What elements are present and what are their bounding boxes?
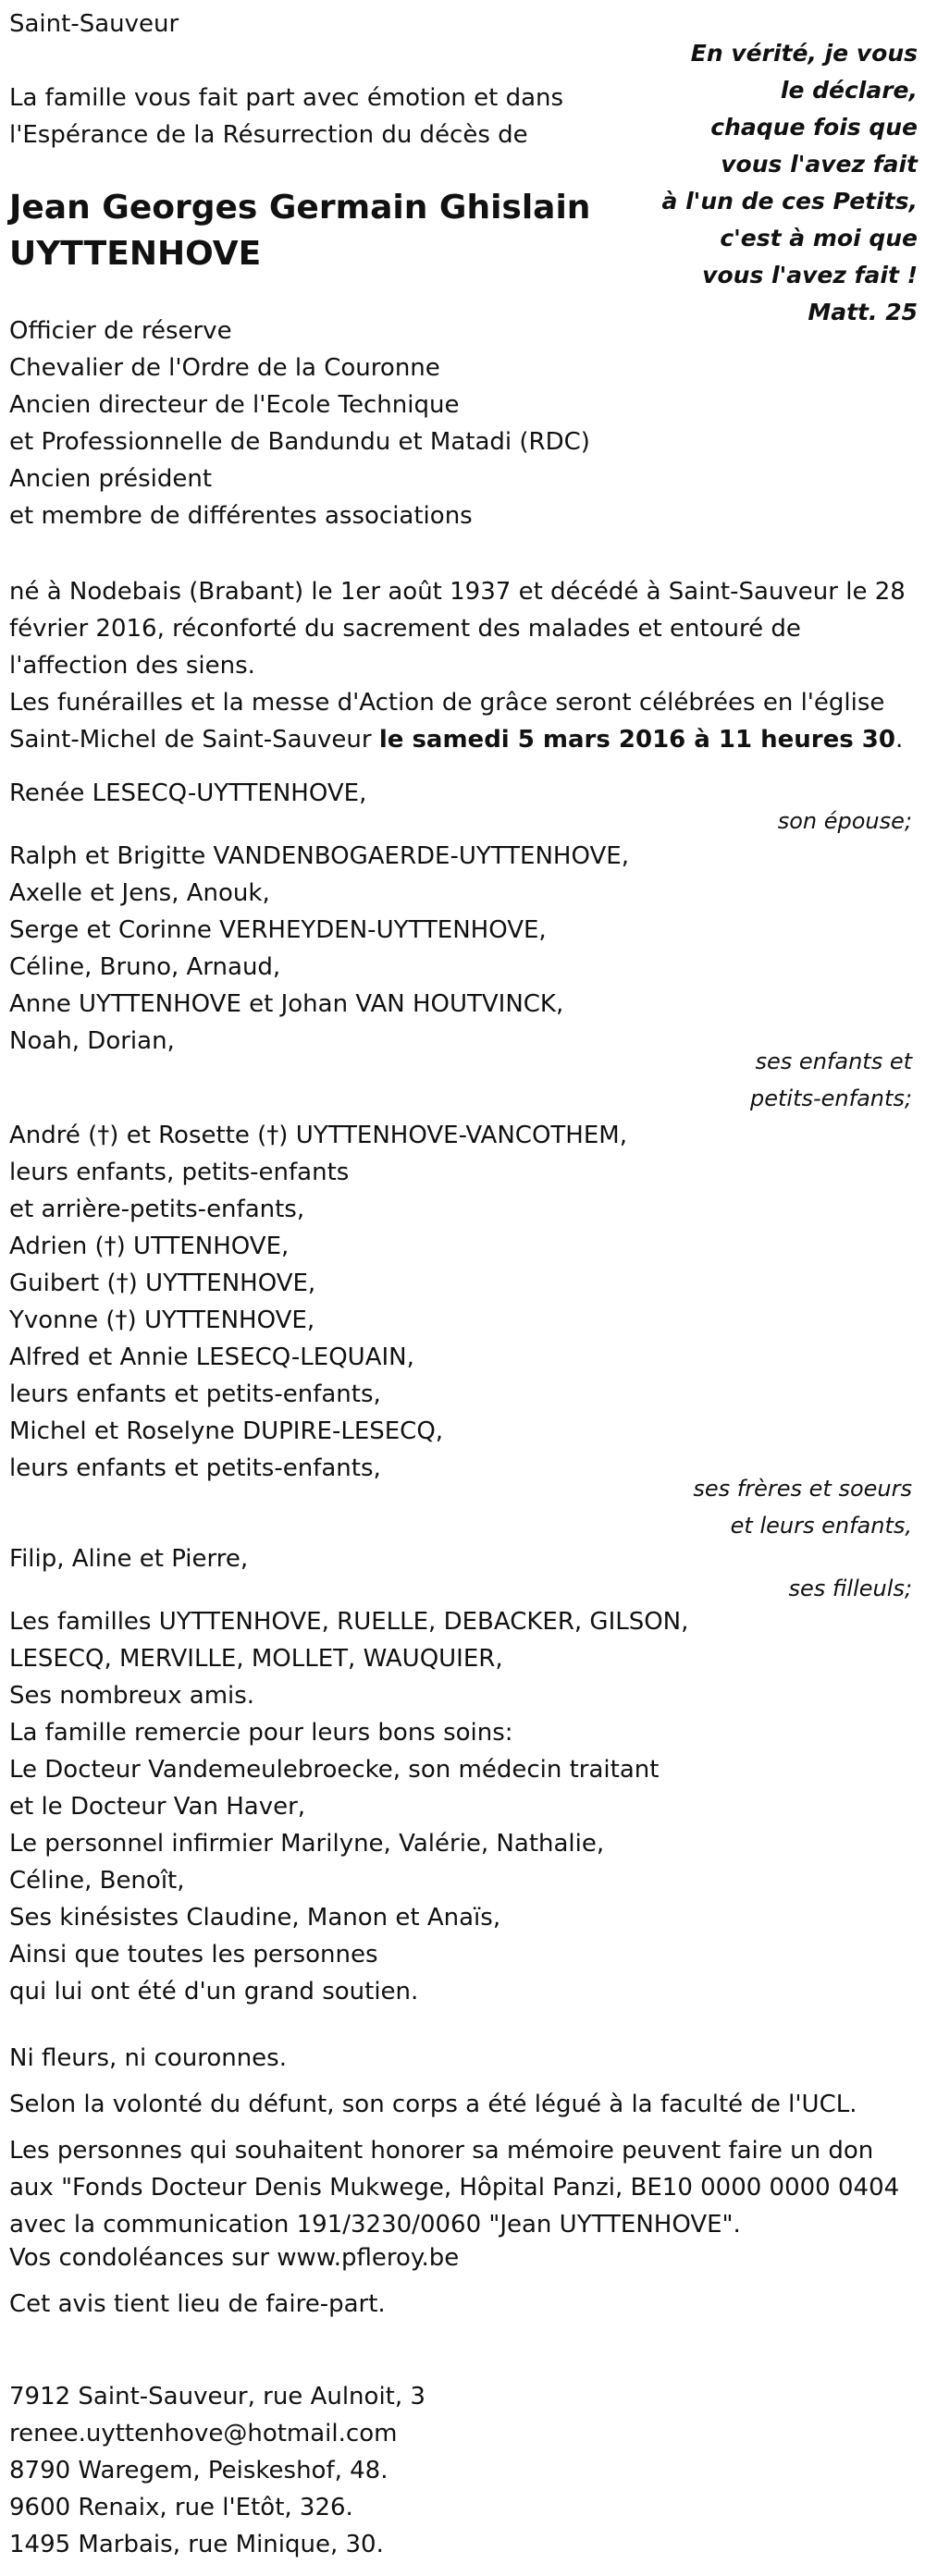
funeral-text xyxy=(9,684,911,758)
deceased-name: Jean Georges Germain Ghislain UYTTENHOVE xyxy=(9,189,591,273)
spouse-role: son épouse; xyxy=(777,808,912,834)
no-flowers: Ni fleurs, ni couronnes. xyxy=(9,2044,287,2072)
condolences-text: Vos condoléances sur www.pfleroy.be xyxy=(9,2244,460,2272)
funeral-text-end: . xyxy=(894,726,904,754)
godchildren-list: Filip, Aline et Pierre, xyxy=(9,1545,249,1573)
body-donation: Selon la volonté du défunt, son corps a été légué à la faculté de l'UCL. xyxy=(9,2091,857,2118)
funeral-date: le samedi 5 mars 2016 à 11 heures 30 xyxy=(378,726,895,754)
notice-text: Cet avis tient lieu de faire-part. xyxy=(9,2290,386,2318)
children-list: Ralph et Brigitte VANDENBOGAERDE-UYTTENHOVE, Axelle et Jens, Anouk, Serge et Corinne VERHEYDEN-UYTTENHOVE, Céline, Bruno, Arnaud, Anne UYTTENHOVE et Johan VAN HOUTVINCK, Noah, Dorian, xyxy=(9,842,629,1055)
spouse-name: Renée LESECQ-UYTTENHOVE, xyxy=(9,779,367,807)
funeral-text-main: Les funérailles et la messe d'Action de grâce seront célébrées en l'église Saint-Michel de Saint-Sauveur xyxy=(9,689,885,754)
titles-list: Officier de réserve Chevalier de l'Ordre de la Couronne Ancien directeur de l'Ecole Technique et Professionnelle de Bandundu et Matadi (RDC) Ancien président et membre de différentes associations xyxy=(9,317,590,530)
donation-text: Les personnes qui souhaitent honorer sa mémoire peuvent faire un don aux "Fonds Docteur Denis Mukwege, Hôpital Panzi, BE10 0000 0000 0404 avec la communication 191/3230/0060 "Jean UYTTENHOVE". xyxy=(9,2137,900,2239)
siblings-list: André (†) et Rosette (†) UYTTENHOVE-VANCOTHEM, leurs enfants, petits-enfants et arrière-petits-enfants, Adrien (†) UTTENHOVE, Guibert (†) UYTTENHOVE, Yvonne (†) UYTTENHOVE, Alfred et Annie LESECQ-LEQUAIN, leurs enfants et petits-enfants, Michel et Roselyne DUPIRE-LESECQ, leurs enfants et petits-enfants, xyxy=(9,1122,627,1482)
godchildren-role: ses filleuls; xyxy=(788,1576,912,1601)
siblings-role: ses frères et soeurs et leurs enfants, xyxy=(693,1476,912,1539)
families-list: Les familles UYTTENHOVE, RUELLE, DEBACKER, GILSON, LESECQ, MERVILLE, MOLLET, WAUQUIER, Ses nombreux amis. La famille remercie pour leurs bons soins: Le Docteur Vandemeulebroecke, son médecin traitant et le Docteur Van Haver, Le personnel infirmier Marilyne, Valérie, Nathalie, Céline, Benoît, Ses kinésistes Claudine, Manon et Anaïs, Ainsi que toutes les personnes qui lui ont été d'un grand soutien. xyxy=(9,1608,689,2006)
addresses-list: 7912 Saint-Sauveur, rue Aulnoit, 3 renee.uyttenhove@hotmail.com 8790 Waregem, Peiskeshof, 48. 9600 Renaix, rue l'Etôt, 326. 1495 Marbais, rue Minique, 30. xyxy=(9,2383,426,2558)
children-role: ses enfants et petits-enfants; xyxy=(750,1049,912,1111)
place-header: Saint-Sauveur xyxy=(9,10,179,38)
bible-verse: En vérité, je vous le déclare, chaque fois que vous l'avez fait à l'un de ces Petits, c'est à moi que vous l'avez fait ! Matt. 25 xyxy=(661,40,918,325)
intro-text: La famille vous fait part avec émotion et dans l'Espérance de la Résurrection du décès de xyxy=(9,84,564,149)
birth-death-text: né à Nodebais (Brabant) le 1er août 1937 et décédé à Saint-Sauveur le 28 février 2016, réconforté du sacrement des malades et entouré de l'affection des siens. xyxy=(9,578,906,680)
